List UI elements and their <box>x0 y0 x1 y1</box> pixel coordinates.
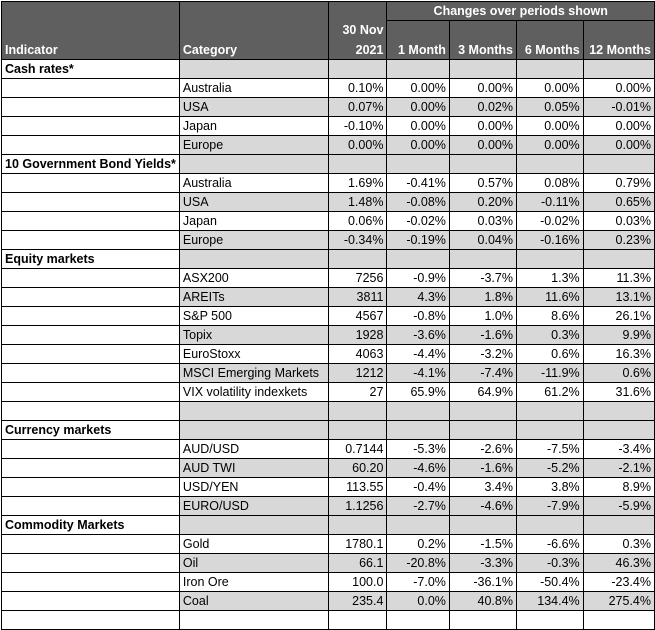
change-cell: 8.6% <box>516 307 583 326</box>
change-cell: 11.6% <box>516 288 583 307</box>
category-cell: AREITs <box>179 288 328 307</box>
table-row <box>2 440 655 459</box>
change-cell: -0.4% <box>387 478 449 497</box>
header-indicator-top <box>2 2 180 21</box>
change-cell: 65.9% <box>387 383 449 402</box>
change-cell: 16.3% <box>583 345 654 364</box>
category-cell: AUD/USD <box>179 440 328 459</box>
value-cell: 3811 <box>329 288 387 307</box>
change-cell: 1.3% <box>516 269 583 288</box>
change-cell: 134.4% <box>516 592 583 611</box>
change-cell: 8.9% <box>583 478 654 497</box>
change-cell: 1.0% <box>449 307 516 326</box>
category-cell: MSCI Emerging Markets <box>179 364 328 383</box>
table-row <box>2 383 655 402</box>
change-cell: -0.01% <box>583 98 654 117</box>
change-cell <box>516 611 583 630</box>
category-cell: AUD TWI <box>179 459 328 478</box>
change-cell <box>449 611 516 630</box>
market-indicators-table <box>1 1 655 630</box>
section-category-blank <box>179 60 328 79</box>
section-category-blank <box>179 421 328 440</box>
section-change-blank <box>449 155 516 174</box>
change-cell: -7.0% <box>387 573 449 592</box>
change-cell: -2.1% <box>583 459 654 478</box>
table-row <box>2 535 655 554</box>
section-change-blank <box>387 421 449 440</box>
indicator-cell-blank <box>2 174 180 193</box>
change-cell: 31.6% <box>583 383 654 402</box>
header-category-top <box>179 2 328 21</box>
change-cell: -3.3% <box>449 554 516 573</box>
table-row <box>2 307 655 326</box>
change-cell: 0.00% <box>387 136 449 155</box>
change-cell: 0.02% <box>449 98 516 117</box>
change-cell: 0.6% <box>516 345 583 364</box>
change-cell: -23.4% <box>583 573 654 592</box>
change-cell: -0.02% <box>516 212 583 231</box>
table-row <box>2 364 655 383</box>
change-cell: -4.6% <box>449 497 516 516</box>
change-cell: -50.4% <box>516 573 583 592</box>
change-cell: -1.5% <box>449 535 516 554</box>
category-cell: Australia <box>179 79 328 98</box>
change-cell: -36.1% <box>449 573 516 592</box>
header-indicator-mid <box>2 21 180 41</box>
value-cell: 1.69% <box>329 174 387 193</box>
change-cell: 0.08% <box>516 174 583 193</box>
section-header-row <box>2 60 655 79</box>
section-change-blank <box>449 60 516 79</box>
change-cell <box>583 611 654 630</box>
change-cell: 0.0% <box>387 592 449 611</box>
change-cell: 1.8% <box>449 288 516 307</box>
category-cell: Australia <box>179 174 328 193</box>
change-cell: 40.8% <box>449 592 516 611</box>
header-changes-label: Changes over periods shown <box>387 2 655 21</box>
table-row <box>2 174 655 193</box>
section-change-blank <box>516 60 583 79</box>
change-cell <box>449 402 516 421</box>
change-cell: -0.19% <box>387 231 449 250</box>
indicator-cell-blank <box>2 231 180 250</box>
value-cell: 4567 <box>329 307 387 326</box>
section-title: Cash rates* <box>2 60 180 79</box>
section-header-row <box>2 155 655 174</box>
change-cell <box>387 402 449 421</box>
section-value-blank <box>329 60 387 79</box>
change-cell: 0.05% <box>516 98 583 117</box>
indicator-cell-blank <box>2 326 180 345</box>
header-indicator: Indicator <box>2 40 180 60</box>
indicator-cell-blank <box>2 117 180 136</box>
table-row <box>2 98 655 117</box>
change-cell: -3.7% <box>449 269 516 288</box>
table-row <box>2 478 655 497</box>
value-cell: 0.00% <box>329 136 387 155</box>
change-cell: -0.16% <box>516 231 583 250</box>
indicator-cell-blank <box>2 402 180 421</box>
section-value-blank <box>329 516 387 535</box>
section-change-blank <box>583 250 654 269</box>
section-change-blank <box>583 155 654 174</box>
change-cell: -5.9% <box>583 497 654 516</box>
table-row <box>2 212 655 231</box>
indicator-cell-blank <box>2 345 180 364</box>
header-period-spacer-1 <box>387 21 449 41</box>
header-date-top <box>329 2 387 21</box>
value-cell: 100.0 <box>329 573 387 592</box>
category-cell: Coal <box>179 592 328 611</box>
header-period-1-month: 1 Month <box>387 40 449 60</box>
table-row <box>2 136 655 155</box>
value-cell: 0.07% <box>329 98 387 117</box>
table-row <box>2 497 655 516</box>
value-cell: 1212 <box>329 364 387 383</box>
category-cell: VIX volatility indexkets <box>179 383 328 402</box>
change-cell: 46.3% <box>583 554 654 573</box>
indicator-cell-blank <box>2 554 180 573</box>
change-cell: 3.4% <box>449 478 516 497</box>
change-cell: -3.2% <box>449 345 516 364</box>
header-period-spacer-3 <box>516 21 583 41</box>
header-period-3-months: 3 Months <box>449 40 516 60</box>
category-cell: Oil <box>179 554 328 573</box>
section-title: Currency markets <box>2 421 180 440</box>
change-cell: 0.3% <box>516 326 583 345</box>
category-cell: USA <box>179 193 328 212</box>
change-cell: -1.6% <box>449 326 516 345</box>
value-cell: -0.10% <box>329 117 387 136</box>
indicator-cell-blank <box>2 269 180 288</box>
category-cell <box>179 611 328 630</box>
section-category-blank <box>179 155 328 174</box>
header-category-mid <box>179 21 328 41</box>
section-title: Commodity Markets <box>2 516 180 535</box>
change-cell: 13.1% <box>583 288 654 307</box>
section-value-blank <box>329 155 387 174</box>
category-cell: USA <box>179 98 328 117</box>
table-row <box>2 79 655 98</box>
change-cell: 0.00% <box>449 79 516 98</box>
change-cell: 61.2% <box>516 383 583 402</box>
section-change-blank <box>516 155 583 174</box>
section-header-row <box>2 421 655 440</box>
value-cell: 60.20 <box>329 459 387 478</box>
change-cell: 0.20% <box>449 193 516 212</box>
value-cell: 7256 <box>329 269 387 288</box>
indicator-cell-blank <box>2 592 180 611</box>
change-cell: -0.9% <box>387 269 449 288</box>
indicator-cell-blank <box>2 440 180 459</box>
value-cell: 1.1256 <box>329 497 387 516</box>
change-cell: -20.8% <box>387 554 449 573</box>
change-cell: 0.23% <box>583 231 654 250</box>
change-cell: -7.4% <box>449 364 516 383</box>
change-cell: -4.1% <box>387 364 449 383</box>
section-header-row <box>2 250 655 269</box>
change-cell: -0.08% <box>387 193 449 212</box>
table-row <box>2 459 655 478</box>
indicator-cell-blank <box>2 497 180 516</box>
category-cell: Japan <box>179 212 328 231</box>
change-cell: -11.9% <box>516 364 583 383</box>
table-row <box>2 193 655 212</box>
category-cell <box>179 402 328 421</box>
value-cell: 0.06% <box>329 212 387 231</box>
section-title: 10 Government Bond Yields* <box>2 155 180 174</box>
change-cell: 0.79% <box>583 174 654 193</box>
header-period-spacer-2 <box>449 21 516 41</box>
change-cell: -7.9% <box>516 497 583 516</box>
section-change-blank <box>583 516 654 535</box>
table-row <box>2 231 655 250</box>
indicator-cell-blank <box>2 535 180 554</box>
change-cell: 0.6% <box>583 364 654 383</box>
change-cell: 0.2% <box>387 535 449 554</box>
indicator-cell-blank <box>2 573 180 592</box>
change-cell: 3.8% <box>516 478 583 497</box>
change-cell: -3.4% <box>583 440 654 459</box>
category-cell: Iron Ore <box>179 573 328 592</box>
section-category-blank <box>179 516 328 535</box>
change-cell: 0.03% <box>449 212 516 231</box>
change-cell: 0.3% <box>583 535 654 554</box>
section-change-blank <box>449 250 516 269</box>
value-cell: 1928 <box>329 326 387 345</box>
section-change-blank <box>516 516 583 535</box>
section-header-row <box>2 516 655 535</box>
value-cell: 0.7144 <box>329 440 387 459</box>
change-cell <box>516 402 583 421</box>
change-cell: 0.00% <box>516 117 583 136</box>
change-cell: -6.6% <box>516 535 583 554</box>
change-cell: -1.6% <box>449 459 516 478</box>
change-cell: 0.00% <box>516 136 583 155</box>
value-cell: 27 <box>329 383 387 402</box>
value-cell: 4063 <box>329 345 387 364</box>
value-cell: 66.1 <box>329 554 387 573</box>
change-cell: -0.41% <box>387 174 449 193</box>
change-cell: -0.02% <box>387 212 449 231</box>
change-cell: 0.00% <box>387 79 449 98</box>
section-change-blank <box>516 250 583 269</box>
header-period-6-months: 6 Months <box>516 40 583 60</box>
value-cell: 1780.1 <box>329 535 387 554</box>
change-cell: -2.6% <box>449 440 516 459</box>
change-cell: 0.00% <box>516 79 583 98</box>
indicator-cell-blank <box>2 193 180 212</box>
change-cell: 26.1% <box>583 307 654 326</box>
change-cell: 64.9% <box>449 383 516 402</box>
header-category: Category <box>179 40 328 60</box>
category-cell: Europe <box>179 231 328 250</box>
change-cell: -4.6% <box>387 459 449 478</box>
section-value-blank <box>329 421 387 440</box>
change-cell: 0.00% <box>387 117 449 136</box>
indicator-cell-blank <box>2 459 180 478</box>
change-cell: 0.03% <box>583 212 654 231</box>
table-row <box>2 573 655 592</box>
change-cell <box>583 402 654 421</box>
value-cell: -0.34% <box>329 231 387 250</box>
indicator-cell-blank <box>2 212 180 231</box>
table-row <box>2 611 655 630</box>
indicator-cell-blank <box>2 136 180 155</box>
category-cell: ASX200 <box>179 269 328 288</box>
table-row <box>2 554 655 573</box>
header-date-line2: 2021 <box>329 40 387 60</box>
category-cell: Gold <box>179 535 328 554</box>
change-cell: 0.00% <box>449 136 516 155</box>
change-cell: -0.8% <box>387 307 449 326</box>
value-cell: 113.55 <box>329 478 387 497</box>
category-cell: Japan <box>179 117 328 136</box>
category-cell: EURO/USD <box>179 497 328 516</box>
table-row <box>2 269 655 288</box>
change-cell: -3.6% <box>387 326 449 345</box>
indicator-cell-blank <box>2 288 180 307</box>
indicator-cell-blank <box>2 611 180 630</box>
change-cell: -2.7% <box>387 497 449 516</box>
indicator-cell-blank <box>2 98 180 117</box>
category-cell: S&P 500 <box>179 307 328 326</box>
change-cell: 0.00% <box>583 79 654 98</box>
section-change-blank <box>516 421 583 440</box>
value-cell <box>329 402 387 421</box>
category-cell: USD/YEN <box>179 478 328 497</box>
change-cell: -0.3% <box>516 554 583 573</box>
category-cell: Europe <box>179 136 328 155</box>
table-row <box>2 592 655 611</box>
section-change-blank <box>583 421 654 440</box>
change-cell: 0.65% <box>583 193 654 212</box>
section-change-blank <box>449 516 516 535</box>
header-period-12-months: 12 Months <box>583 40 654 60</box>
header-date-line1: 30 Nov <box>329 21 387 41</box>
section-change-blank <box>449 421 516 440</box>
table-row <box>2 345 655 364</box>
change-cell: 0.00% <box>449 117 516 136</box>
change-cell: 275.4% <box>583 592 654 611</box>
change-cell: 0.00% <box>583 136 654 155</box>
section-change-blank <box>387 155 449 174</box>
section-category-blank <box>179 250 328 269</box>
section-title: Equity markets <box>2 250 180 269</box>
change-cell: -7.5% <box>516 440 583 459</box>
change-cell: 11.3% <box>583 269 654 288</box>
table-row <box>2 288 655 307</box>
header-period-spacer-4 <box>583 21 654 41</box>
value-cell: 1.48% <box>329 193 387 212</box>
indicator-cell-blank <box>2 383 180 402</box>
table-row <box>2 117 655 136</box>
change-cell: -0.11% <box>516 193 583 212</box>
change-cell: 4.3% <box>387 288 449 307</box>
section-change-blank <box>387 250 449 269</box>
change-cell: 0.57% <box>449 174 516 193</box>
indicator-cell-blank <box>2 478 180 497</box>
change-cell <box>387 611 449 630</box>
change-cell: -4.4% <box>387 345 449 364</box>
category-cell: EuroStoxx <box>179 345 328 364</box>
category-cell: Topix <box>179 326 328 345</box>
section-change-blank <box>387 516 449 535</box>
change-cell: -5.3% <box>387 440 449 459</box>
section-change-blank <box>387 60 449 79</box>
indicator-cell-blank <box>2 307 180 326</box>
indicator-cell-blank <box>2 79 180 98</box>
table-row <box>2 402 655 421</box>
table-row <box>2 326 655 345</box>
change-cell: 9.9% <box>583 326 654 345</box>
value-cell <box>329 611 387 630</box>
indicator-cell-blank <box>2 364 180 383</box>
section-value-blank <box>329 250 387 269</box>
change-cell: -5.2% <box>516 459 583 478</box>
value-cell: 235.4 <box>329 592 387 611</box>
change-cell: 0.04% <box>449 231 516 250</box>
section-change-blank <box>583 60 654 79</box>
change-cell: 0.00% <box>387 98 449 117</box>
value-cell: 0.10% <box>329 79 387 98</box>
change-cell: 0.00% <box>583 117 654 136</box>
